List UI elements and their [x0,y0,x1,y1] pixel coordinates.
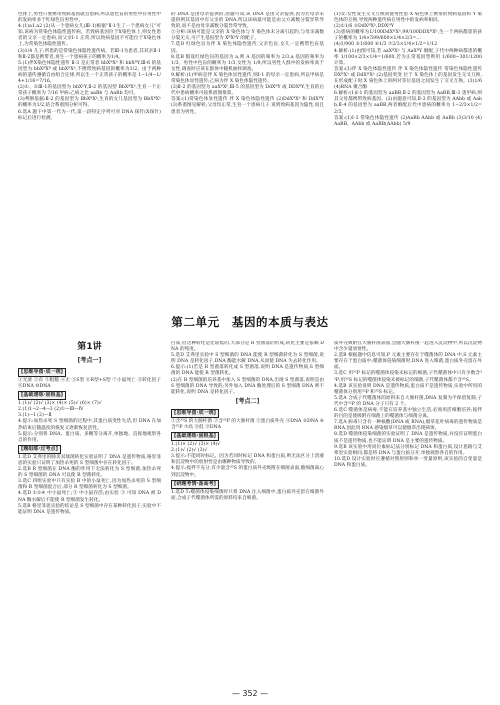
answer-paragraph: 6.选C 噬菌体是病毒,不能在培养基中独立生活,必须用活细胞培养;搅拌的目的是使吸附在细菌上的噬菌体与细菌分离。 [334,408,482,420]
section-label: [基础速练·固根基] [18,391,66,400]
section-label: [思维导图·成一统] [171,409,219,418]
answer-paragraph: 1.选D T₂噬菌体侵染细菌时只将 DNA 注入细菌中,蛋白质外壳留在细菌外面,合成子代噬菌体所需的原料均来自细菌。 [171,489,324,501]
section-label: [基础速练·固根基] [171,432,219,441]
answer-paragraph: ⑤分析:该病可能是父亲的 X 染色体与 Y 染色体未分离引起的,与母亲减数分裂无关,可产生基因型为 XᴮXᵇY 的配子。 [171,30,324,42]
answer-paragraph: (3)患病的概率为1/100DdXᴴXʰ,99/100DDXᴴXʰ,生一个两病都患的孩子的概率为 1/4×599/600×1/4×2/3=... [334,30,482,42]
answer-paragraph: 6.选A 题干中第一代为一代,第一段特定序列可对 DNA 探针(X探针)标记后进行检测。 [18,109,161,121]
section-label: [研题考情·备高考] [171,480,219,489]
answer-paragraph: 9.选B 该实验中用同位素标记法分别标记 DNA 和蛋白质,设计思路与艾弗里实验相同,都是将 DNA 与蛋白质分开,单独观察各自的作用。 [334,444,482,456]
answer-paragraph: (4)1/900 ⑤1/600 ⑥1/3 ⑦2/3×1/4×1/2=1/12 [334,42,438,48]
kaodian-1-heading: [考点一] [77,357,102,364]
answer-paragraph: 5.选A 合成子代噬菌体的原料来自大肠杆菌,DNA 复制为半保留复制,子代中含³²P 的 DNA 分子只有 2 个。 [334,395,482,407]
answer-paragraph: 10.选D 设计实验时应遵循对照原则和单一变量原则,该实验的自变量是 DNA 和蛋白质。 [334,456,482,468]
answer-paragraph: (1)女:女性发生交叉互换而使男性患 X 染色体上携带的致病基因和 Y 染色体的互换,导致两种遗传病在男性中的发病率相同。 [334,12,482,24]
kaodian-2-heading: [考点二] [235,397,260,405]
section-label: [思维导图·成一统] [18,368,66,377]
answer-paragraph: 1.选D 艾弗里的肺炎双球菌转化实验证明了 DNA 是遗传物质,格里菲思的实验只证明了加热杀死的 S 型细菌中存在转化因子。 2.选B R 型细菌在 DNA 酶的作用下无法转化为 S 型细菌,加热杀死的 S 型细菌的 DNA 可以使 R 型菌转化。 3.选C 四组实验中只有实验 B 中的小鼠死亡,因为加热杀死的 S 型细菌和 R 型细菌混合后,部分 R 型细菌转化为 S 型细菌。 4.选D ①②④ 中小鼠死亡;③ 中小鼠存活;由实验 ③ 可知 DNA 被 DNA 酶水解后不能使 R 型细菌发生转化。 5.选B 格里菲思实验的结论是 S 型细菌中存在某种转化因子,实验中不能证明 DNA 是遗传物质。 [18,454,161,515]
answer-paragraph: (2)在 R 型细菌的培养基中加入 S 型细菌的 DNA,出现 S 型菌落,说明是由 S 型细菌的 DNA 导致的;另外加入 DNA 酶处理后的 S 型细菌 DNA 则不能转化,说明 DNA 是转化因子。 [171,377,324,395]
answer-paragraph: (2)①、②Ⅲ-1的基因型为 bbXᵇY,Ⅱ-2 的基因型 BbXᴮXᵇ,生育一个正常孩子概率为 7/16 甲病:乙病之比 aaBb 与 AaBb 均可。 [18,85,161,97]
answer-paragraph: 答案:(1)伴 X 染色体隐性遗传 伴 X 染色体隐性遗传 常染色体隐性遗传 DXᴴXʰ 或 DdXᴴXʰ (2)基因突变 位于 X 染色体上的基因发生交叉互换,在形成配子时,X 染色体上的两对等位基因之间发生了交叉互换。(3)1/6 (4)RNA 聚合酶 [334,66,482,91]
top-left-column [18,12,161,302]
top-right-column [334,12,482,302]
answer-paragraph: 9.解析:(1)甲病是伴 X 染色体显性遗传,则Ⅰ-1 的母亲一定患病,所以甲病是常染色体显性遗传;乙病为伴 X 染色体隐性遗传。 [171,72,324,85]
answer-paragraph: (3)1/4 儿子;所患的是常染色体隐性遗传病。若Ⅲ-1为患者,其双亲Ⅱ-1和Ⅱ-2都是携带者,再生一个患病孩子的概率为1/4。 [18,48,161,60]
answer-paragraph: 6.提示:(1)若是 R 型菌落转化成 S 型菌落,说明 DNA 是遗传物质;S 型细菌的 DNA 能使 R 型菌转化。 [171,365,324,377]
answer-paragraph: 1.(1)√ (2)√ (3)× (4)× (5)√ (6)× (7)√ 2.(1)1→2→4→3 (2)①—Ⅲ—Ⅳ 3.(1)—Ⅰ (2)—Ⅱ 4.提示:加热杀死 S 型细菌的过程中,其蛋白质变性失活,但 DNA 在加热结束后随温度的恢复又逐渐恢复活性。 5.提示:分别将 DNA、蛋白质、多糖等分离开,单独地、直接地观察各自的作用。 [18,401,161,443]
answer-paragraph: 答案:(1)常染色体显性遗传 伴 X 染色体隐性遗传 (2)DdXᴮXᵇ 和 DdXᴮY (3)系谱图见解析;父母均正常,生育一个患病儿子,说明致病基因为隐性,而且患者为男性。 [171,97,324,115]
answer-paragraph: 6.解析:(1)Ⅰ-1 的基因型为 aaBB,Ⅱ-2 的基因型为 AaBB,Ⅲ-3 患甲病,则其父母都携带致病基因。(2)由题意可知,Ⅱ-3 的基因型为 AAbb 或 Aabb,Ⅱ-4 的基因型为 aaBB,两者婚配后代中患病的概率为 1−2/3×1/2=2/3。 [334,91,482,115]
bottom-right-column [334,341,482,688]
answer-paragraph: 色体上,男性只要携带致病基因就会患病,所以患色盲的男性中有男性中的发病率多于红绿色盲男性中。 [18,12,161,24]
page-number: — 352 — [231,689,269,698]
answer-paragraph: 5.(1)伴X染色体隐性遗传 Ⅱ-3 是正常者 bbXᴮXᵇ 和 bbXᴮY,Ⅲ-6 的基因型为 bbXᴮXᴮ 或 bbXᴮXᵇ,不携带致病基因的概率为1/2。由于两种病的遗传遵循自由组合定律,所以生一个正常孩子的概率是 1−1/4−1/4+1/16=7/16。 [18,60,161,85]
answer-paragraph: 答案:(1)Ⅰ-3 常染色体隐性遗传 (2)AaBb AAbb 或 AaBb (3)3/10 (4)AaBB、AAbb 或 AaBB(AAbb) 5/9 [334,115,482,127]
unit-title: 第二单元 基因的本质与表达 [171,315,329,329]
top-middle-column [171,12,324,302]
answer-paragraph: (2)①1/6 ②DdXᴴXʰ,DDXᴴY [334,24,394,30]
answer-paragraph: ①含³⁵S 的大肠杆菌 ②含³²P 的大肠杆菌 ③蛋白质外壳 ④DNA ⑤DNA ⑥含³²P ⑦高 ⑧低 ⑨DNA [171,418,324,430]
answer-paragraph: 7.选A 病毒只含有一种核酸(DNA 或 RNA),烟草花叶病毒的遗传物质是 RNA,因此用 RNA 感染烟草可以使烟草出现病斑。 [334,420,482,432]
answer-paragraph: 2.选B 根据题中信息可知,P 元素主要存在于噬菌体的 DNA 中,S 元素主要存在于蛋白质中;噬菌体侵染细菌时,DNA 进入细菌,蛋白质外壳留在外面。 [334,353,482,371]
answer-paragraph: 3.选C 用³²P 标记的噬菌体侵染未标记的细菌,子代噬菌体中只有少数含³²P;用³⁵S 标记的噬菌体侵染未被标记的细菌,子代噬菌体都不含³⁵S。 [334,371,482,383]
answer-paragraph: 1.(1)× (2)√ (3)× (4)√ 2.(1)√ (2)√ (3)√ 3.提示:不能同时标记。因为若同时标记 DNA 和蛋白质,则无法区分上清液和沉淀物中的放射性是由哪种物质导致的。 4.提示:搅拌不充分,有少量含³⁵S 的蛋白质外壳吸附在细菌表面,随细菌离心到沉淀物中。 [171,442,324,478]
answer-paragraph: ①光滑 ②有 ③粗糙 ④无 ⑤S型 ⑥R型+S型 ⑦小鼠死亡 ⑧转化因子 ⑨DNA ⑩DNA [18,378,161,390]
bottom-left-column [18,341,161,688]
answer-paragraph: 5.选D 艾弗里实验中 S 型细菌的 DNA 能使 R 型细菌转化为 S 型细菌,说明 DNA 是转化因子,DNA 酶能水解 DNA,从而使 DNA 失去转化作用。 [171,353,324,365]
kaodian-1-label: 考点一 [80,357,99,364]
answer-paragraph: 4.解析:(1)由图可知,若 aaXᴮXᵇ 与 AaXᴮY 婚配,子代中两种病都患的概率 1/100×2/3×1/4=1/600,若为正常基因型则用 1/600−301/1200 计算。 [334,48,482,66]
answer-paragraph: 4.选B 该实验说明 DNA 是遗传物质,蛋白质不是遗传物质,实验中所用的噬菌体分别用³²P 和³⁵S 标记。 [334,383,482,395]
section-label: [题组练·过考点] [18,445,61,454]
answer-paragraph: 的 DNA 是由母亲提供的,由题可知,该 DNA 是由父亲提供,因为若母亲未提供则其基因中有父亲的 DNA,所以该病最可能是由父方减数分裂异常导致的,而不是由母亲减数分裂异常导致。 [171,12,324,30]
answer-paragraph: 8.选D 噬菌体侵染细菌的实验证明了 DNA 是遗传物质,并没有证明蛋白质不是遗传物质,也不能证明 DNA 是主要的遗传物质。 [334,432,482,444]
answer-paragraph: 7.选D 红绿色盲为伴 X 染色体隐性遗传,父亲色盲,女儿一定携带色盲基因。 [171,42,324,54]
answer-paragraph: 白质,但这种转化是比较低的,大部分是 R 型菌落的形成,转化主要是依赖 DNA 的纯度。 [171,341,324,353]
answer-paragraph: 质外壳吸附在大肠杆菌表面,会随大肠杆菌一起进入沉淀物中,所以沉淀物中含少量放射性。 [334,341,482,353]
lesson-title: 第1讲 [77,342,102,352]
answer-paragraph: 8.选B 假设红绿色盲的基因为 a,则 A 基因的频率为 2/3,a 基因的频率为 1/3。男性中色盲的概率为 1/3,女性为 1/9,所以男性人群中的发病率高于女性,调查时应该在群体中随机抽样调查。 [171,54,324,72]
answer-paragraph: (3)判断依据:Ⅱ-2 的基因型为 BbXᴮXᵇ,生育的女儿基因型为 BbXᴮXᵇ 的概率为1/2,结合系谱图分析可得。 [18,97,161,109]
answer-paragraph: 4.(1)a1,a2 (2)从一个患病女儿(Ⅲ-1)根据"Ⅱ-1生了一个患病女儿"可知,该病为常染色体隐性遗传病。若致病基因位于X染色体上,则女性患者的父亲一定患病,而父亲Ⅰ-1 正常,所以致病基因不可能位于X染色体上,为常染色体隐性遗传。 [18,24,161,48]
answer-paragraph: (2)Ⅱ-2 的基因型为 aaXᴮXᵇ,Ⅲ-5 的基因型为 DdXᴮY 或 DDXᴮY,生育的后代中患病概率可按系谱图推算。 [171,85,324,97]
kaodian-2-label: 考点二 [238,397,257,405]
bottom-middle-column [171,341,324,688]
